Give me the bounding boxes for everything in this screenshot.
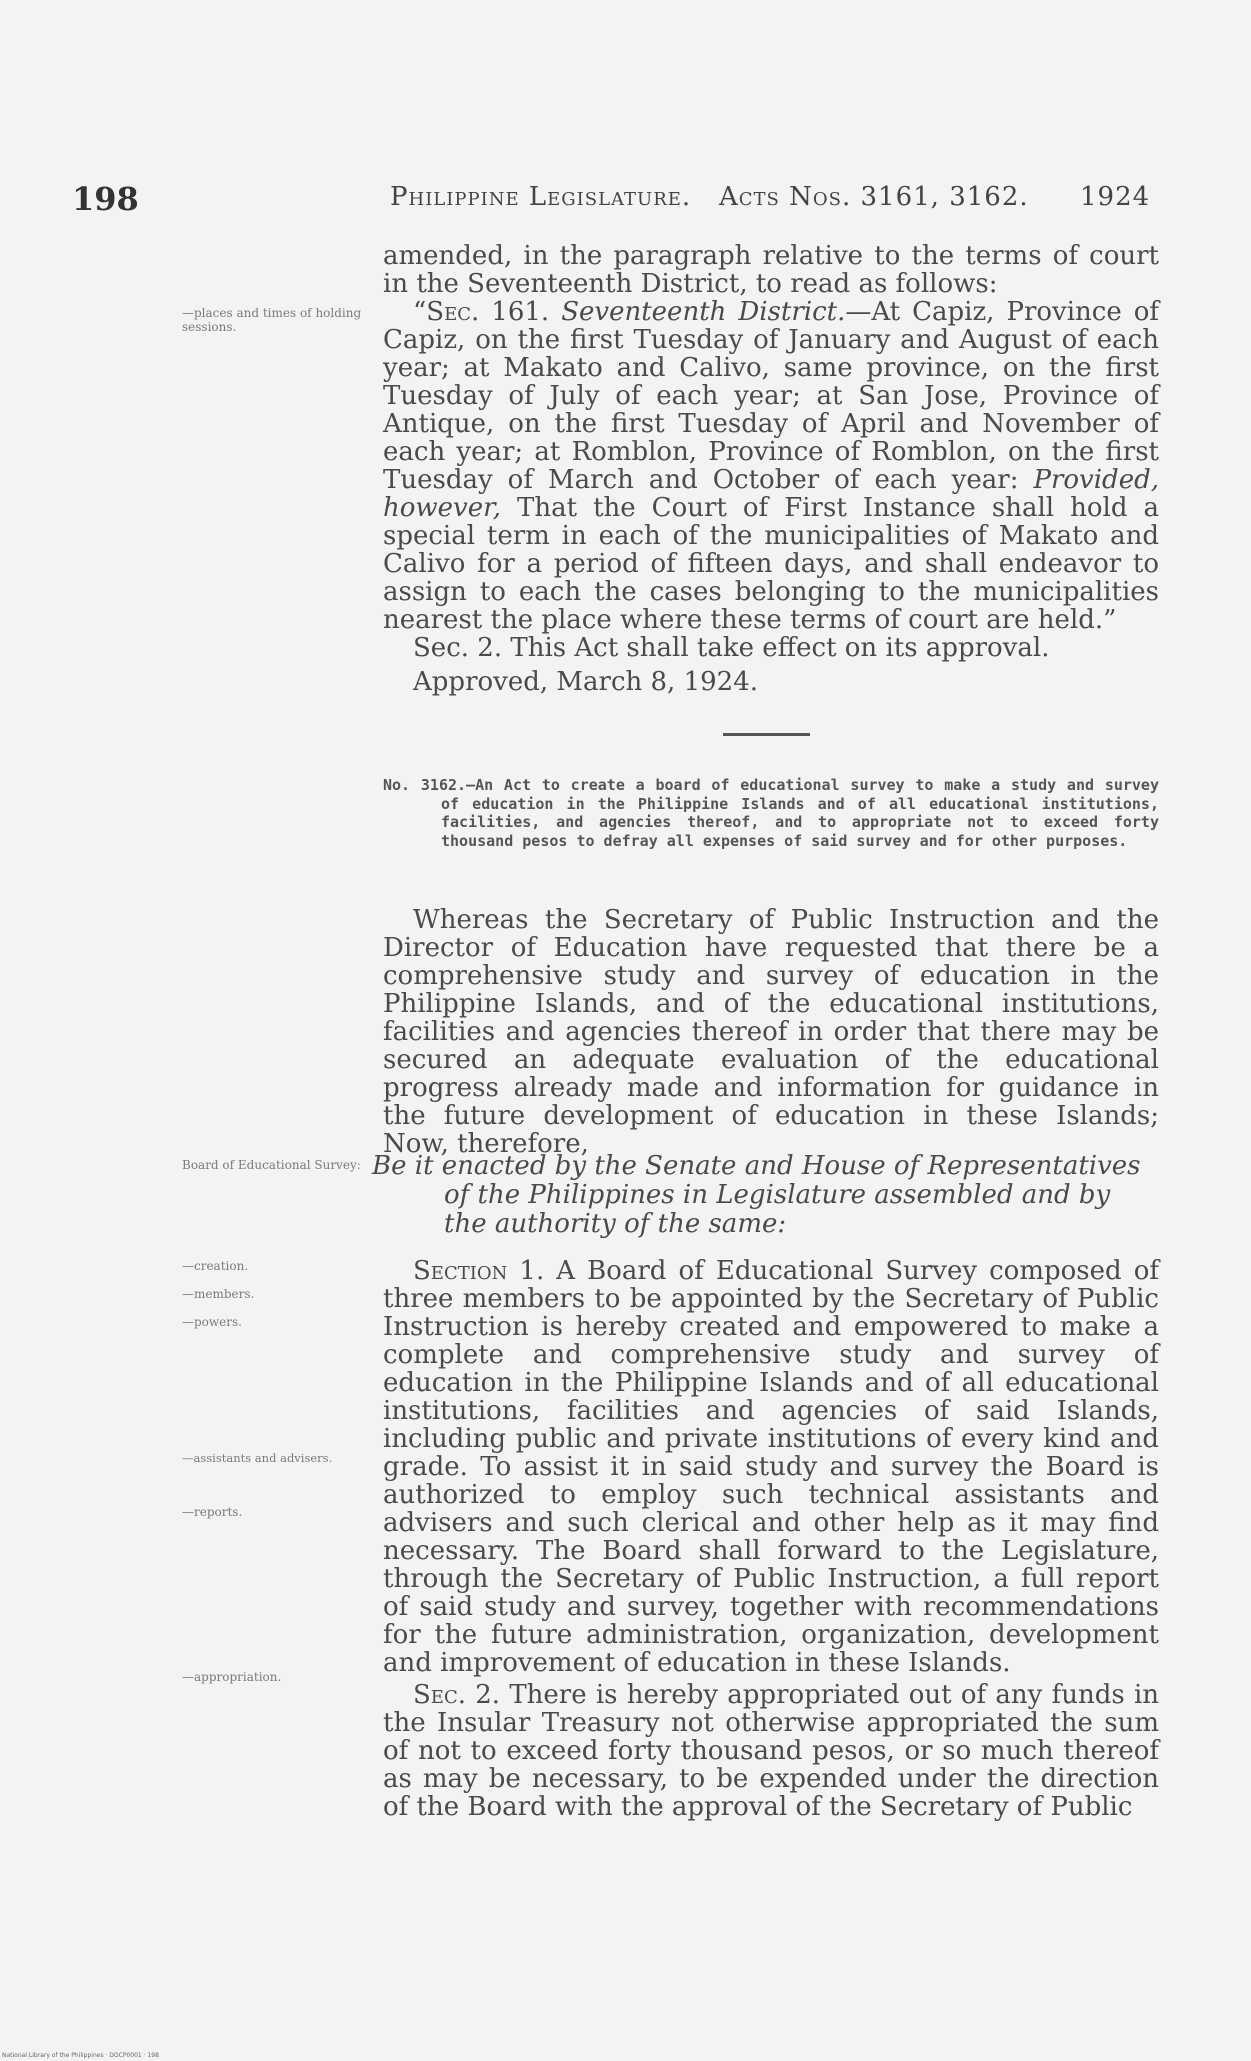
margin-note-reports: —reports. — [182, 1505, 243, 1519]
enacting-line-3: the authority of the same: — [444, 1209, 787, 1239]
section-2 — [383, 1681, 1159, 1821]
act-3161-section-2: Sec. 2. This Act shall take effect on its approval. — [413, 633, 1050, 663]
margin-note-appropriation: —appropriation. — [182, 1670, 282, 1684]
running-head-title: Philippine Legislature. — [390, 182, 692, 212]
section-2-text: There is hereby appropriated out of any funds in the Insular Treasury not otherwise appropriated the sum of not to exceed forty thousand pesos, or so much thereof as may be necessary, to be expended under the direction of the Board with the approval of the Secretary of Public — [383, 1680, 1159, 1822]
margin-note-places-times: —places and times of holding sessions. — [182, 306, 362, 334]
running-head-acts: Acts Nos. 3161, 3162. — [718, 182, 1029, 212]
act-3161-text — [383, 242, 1159, 696]
act-3162-whereas — [383, 906, 1159, 1158]
act-3162-title-text: —An Act to create a board of educational survey to make a study and survey of education in the Philippine Islands and of all educational institutions, facilities, and agencies thereof, and to appropriate not to exceed forty thousand pesos to defray all expenses of said survey and for other purposes. — [441, 776, 1159, 850]
section-161-proviso: Provided, however, — [383, 465, 1159, 523]
section-1-text: A Board of Educational Survey composed of three members to be appointed by the Secretary of Public Instruction is hereby created and empowered to make a complete and comprehensive study and survey of education in the Philippine Islands and of all educational institutions, facilities and agencies of said Islands, including public and private institutions of every kind and grade. To assist it in said study and survey the Board is authorized to employ such technical assistants and advisers and such clerical and other help as it may find necessary. The Board shall forward to the Legislature, through the Secretary of Public Instruction, a full report of said study and survey, together with recommendations for the future administration, organization, development and improvement of education in these Islands. — [383, 1256, 1159, 1678]
act-3161-approved: Approved, March 8, 1924. — [413, 667, 759, 697]
margin-note-board: Board of Educational Survey: — [182, 1158, 361, 1172]
section-1-label: Section 1. — [413, 1256, 545, 1286]
margin-note-members: —members. — [182, 1287, 255, 1301]
margin-note-assistants: —assistants and advisers. — [182, 1451, 333, 1465]
page-number: 198 — [72, 180, 139, 218]
section-161-label: “Sec. 161. — [413, 297, 550, 327]
margin-note-creation: —creation. — [182, 1259, 249, 1273]
section-161 — [383, 298, 1159, 634]
section-161-heading: Seventeenth District. — [561, 297, 846, 327]
section-1 — [383, 1257, 1159, 1677]
act-3162-sections — [383, 1257, 1159, 1821]
enacting-line-2: of the Philippines in Legislature assembled and by — [444, 1180, 1111, 1210]
enacting-clause — [372, 1152, 1162, 1239]
act-3162-title — [383, 776, 1159, 850]
section-161-text-a: —At Capiz, Province of Capiz, on the first Tuesday of January and August of each year; at Makato and Calivo, same province, on the first Tuesday of July of each year; at San Jose, Province of Antique, on the first Tuesday of April and November of each year; at Romblon, Province of Romblon, on the first Tuesday of March and October of each year: — [383, 297, 1160, 495]
act-3162-number: No. 3162. — [383, 776, 467, 794]
whereas-clause: Whereas the Secretary of Public Instruction and the Director of Education have requested that there be a comprehensive study and survey of education in the Philippine Islands, and of the educational institutions, facilities and agencies thereof in order that there may be secured an adequate evaluation of the educational progress already made and information for guidance in the future development of education in these Islands; Now, therefore, — [383, 905, 1159, 1159]
running-head-year: 1924 — [1080, 182, 1151, 212]
footer-watermark: National Library of the Philippines · DOCP0001 · 198 — [2, 2052, 159, 2059]
section-161-text-b: That the Court of First Instance shall hold a special term in each of the municipalities of Makato and Calivo for a period of fifteen days, and shall endeavor to assign to each the cases belonging to the municipalities nearest the place where these terms of court are held.” — [383, 493, 1159, 635]
margin-note-powers: —powers. — [182, 1315, 242, 1329]
section-divider — [723, 733, 810, 736]
section-2-label: Sec. 2. — [413, 1680, 501, 1710]
act-3161-intro: amended, in the paragraph relative to the terms of court in the Seventeenth District, to read as follows: — [383, 241, 1159, 299]
enacting-line-1: Be it enacted by the Senate and House of Representatives — [372, 1151, 1141, 1181]
running-head — [390, 182, 1151, 212]
